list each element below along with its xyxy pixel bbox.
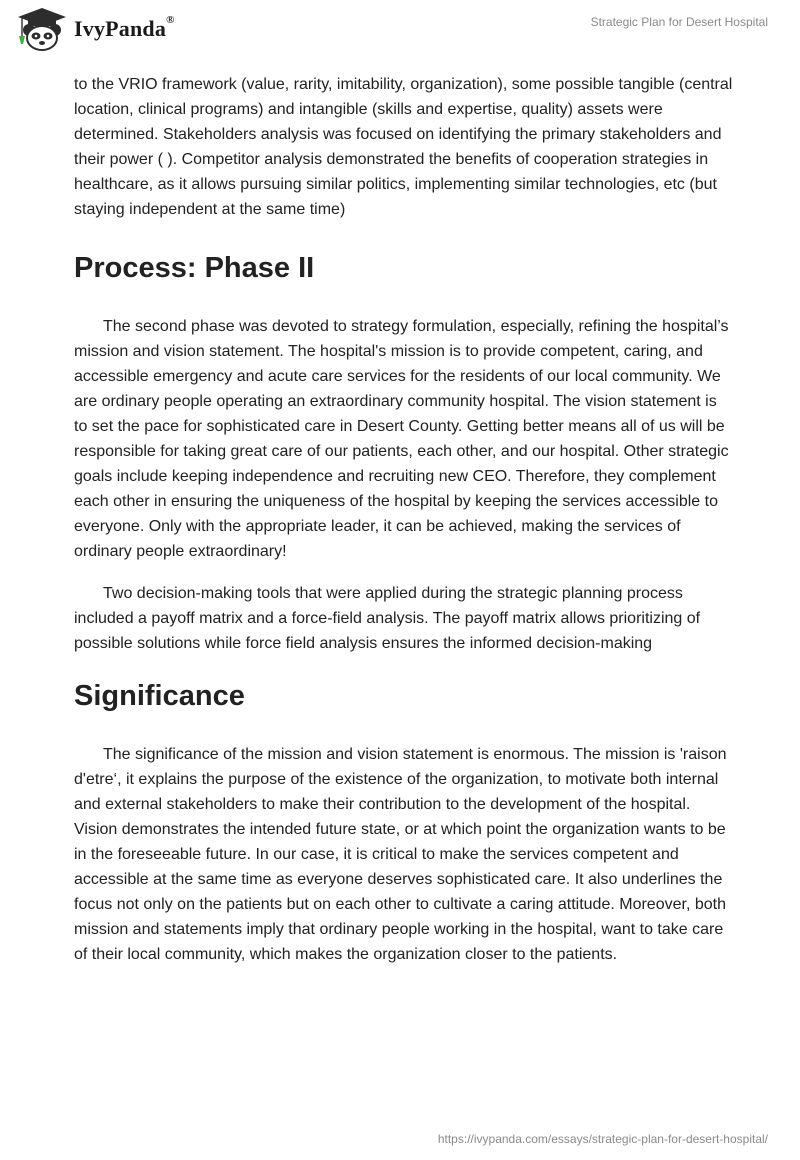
page-header	[0, 0, 800, 70]
source-url[interactable]: https://ivypanda.com/essays/strategic-plan-for-desert-hospital/	[437, 1132, 768, 1146]
heading-significance: Significance	[74, 680, 245, 712]
article-body	[74, 72, 734, 967]
heading-process-phase-2: Process: Phase II	[74, 252, 315, 284]
panda-graduate-icon	[14, 6, 70, 52]
phase2-paragraph-1: The second phase was devoted to strategy formulation, especially, refining the hospital’s mission and vision statement. The hospital's mission is to provide competent, caring, and accessible emergency and acute care services for the residents of our local community. We are ordinary people operating an extraordinary community hospital. The vision statement is to set the pace for sophisticated care in Desert County. Getting better means all of us will be responsible for taking great care of our patients, each other, and our hospital. Other strategic goals include keeping independence and recruiting new CEO. Therefore, they complement each other in ensuring the uniqueness of the hospital by keeping the services accessible to everyone. Only with the appropriate leader, it can be achieved, making the services of ordinary people extraordinary!	[74, 318, 729, 560]
significance-paragraph-1: The significance of the mission and vision statement is enormous. The mission is 'raison d'etre‘, it explains the purpose of the existence of the organization, to motivate both internal and external stakeholders to make their contribution to the development of the hospital. Vision demonstrates the intended future state, or at which point the organization wants to be in the foreseeable future. In our case, it is critical to make the services competent and accessible at the same time as everyone deserves sophisticated care. It also underlines the focus not only on the patients but on each other to cultivate a caring attitude. Moreover, both mission and statements imply that ordinary people working in the hospital, want to take care of their local community, which makes the organization closer to the patients.	[74, 746, 727, 963]
brand-logo[interactable]	[14, 6, 175, 52]
phase2-paragraph-2: Two decision-making tools that were applied during the strategic planning process included a payoff matrix and a force-field analysis. The payoff matrix allows prioritizing of possible solutions while force field analysis ensures the informed decision-making	[74, 585, 701, 652]
brand-name: IvyPanda®	[74, 14, 175, 41]
document-title: Strategic Plan for Desert Hospital	[590, 15, 768, 29]
intro-paragraph: to the VRIO framework (value, rarity, imitability, organization), some possible tangible (central location, clinical programs) and intangible (skills and expertise, quality) assets were determined. Stakeholders analysis was focused on identifying the primary stakeholders and their power ( ). Competitor analysis demonstrated the benefits of cooperation strategies in healthcare, as it allows pursuing similar politics, implementing similar technologies, etc (but staying independent at the same time)	[74, 76, 733, 218]
